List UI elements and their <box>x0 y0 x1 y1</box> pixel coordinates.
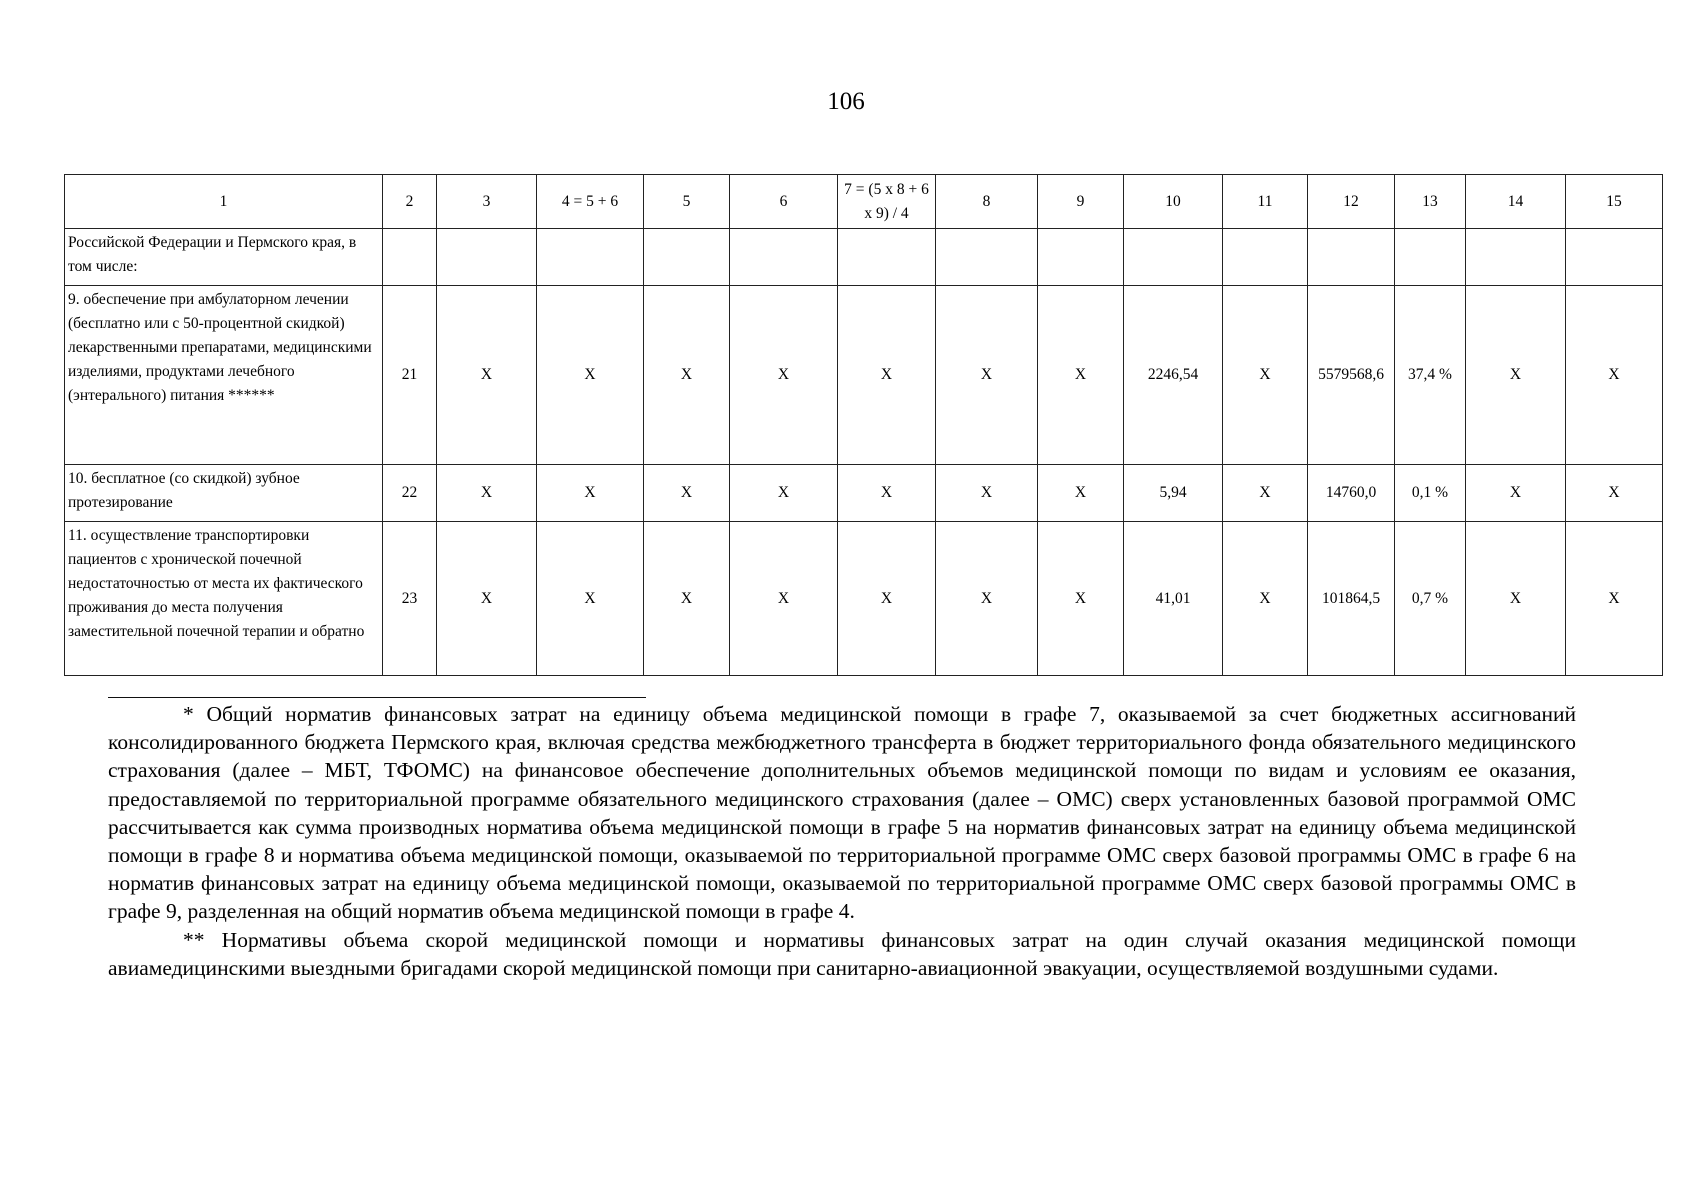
table-cell: X <box>1566 465 1663 522</box>
table-cell: 23 <box>383 522 437 676</box>
table-cell: 101864,5 <box>1308 522 1395 676</box>
table-cell: X <box>644 522 730 676</box>
table-cell: X <box>730 286 838 465</box>
header-cell: 1 <box>65 175 383 229</box>
table-cell: 5,94 <box>1124 465 1223 522</box>
table-cell <box>644 229 730 286</box>
header-cell: 10 <box>1124 175 1223 229</box>
header-cell: 7 = (5 x 8 + 6 x 9) / 4 <box>838 175 936 229</box>
table-cell <box>730 229 838 286</box>
table-cell: X <box>644 465 730 522</box>
header-cell: 5 <box>644 175 730 229</box>
table-cell: 2246,54 <box>1124 286 1223 465</box>
table-cell: X <box>1566 522 1663 676</box>
table-cell: X <box>537 465 644 522</box>
table-cell: X <box>537 522 644 676</box>
header-cell: 12 <box>1308 175 1395 229</box>
table-cell: 0,1 % <box>1395 465 1466 522</box>
table-cell: X <box>838 465 936 522</box>
table-cell: 41,01 <box>1124 522 1223 676</box>
header-cell: 3 <box>437 175 537 229</box>
header-cell: 8 <box>936 175 1038 229</box>
header-cell: 9 <box>1038 175 1124 229</box>
table-cell <box>1395 229 1466 286</box>
table-cell: X <box>437 522 537 676</box>
table-cell: X <box>1223 286 1308 465</box>
table-cell: X <box>644 286 730 465</box>
footnote-divider <box>108 697 646 698</box>
table-cell: X <box>1466 522 1566 676</box>
table-cell: X <box>838 522 936 676</box>
table-row <box>65 229 1663 286</box>
table-cell: X <box>1038 522 1124 676</box>
footnotes <box>108 700 1576 982</box>
table-cell: X <box>1566 286 1663 465</box>
table-row <box>65 522 1663 676</box>
table-cell: X <box>1466 286 1566 465</box>
header-cell: 2 <box>383 175 437 229</box>
header-cell: 4 = 5 + 6 <box>537 175 644 229</box>
table-cell: X <box>1038 286 1124 465</box>
header-cell: 13 <box>1395 175 1466 229</box>
row-label: Российской Федерации и Пермского края, в том числе: <box>65 229 383 286</box>
table-cell <box>1038 229 1124 286</box>
table-row <box>65 465 1663 522</box>
table-cell <box>1566 229 1663 286</box>
header-cell: 11 <box>1223 175 1308 229</box>
table-cell: X <box>838 286 936 465</box>
table-cell <box>1308 229 1395 286</box>
table-header-row <box>65 175 1663 229</box>
table-cell: X <box>936 522 1038 676</box>
table-cell: X <box>1223 522 1308 676</box>
row-label: 10. бесплатное (со скидкой) зубное протезирование <box>65 465 383 522</box>
table-cell: 22 <box>383 465 437 522</box>
table-cell: X <box>730 522 838 676</box>
table-cell <box>936 229 1038 286</box>
table-cell: X <box>1223 465 1308 522</box>
table-cell: X <box>936 465 1038 522</box>
table-cell: 14760,0 <box>1308 465 1395 522</box>
table-cell <box>1124 229 1223 286</box>
data-table <box>64 174 1663 676</box>
table-cell: 5579568,6 <box>1308 286 1395 465</box>
table-cell: X <box>730 465 838 522</box>
table-cell: X <box>1466 465 1566 522</box>
table-cell: X <box>1038 465 1124 522</box>
table-cell: 21 <box>383 286 437 465</box>
table-cell: X <box>537 286 644 465</box>
row-label: 11. осуществление транспортировки пациентов с хронической почечной недостаточностью от места их фактического проживания до места получения заместительной почечной терапии и обратно <box>65 522 383 676</box>
table-cell <box>1466 229 1566 286</box>
table-cell: 0,7 % <box>1395 522 1466 676</box>
table-cell: X <box>936 286 1038 465</box>
header-cell: 15 <box>1566 175 1663 229</box>
header-cell: 14 <box>1466 175 1566 229</box>
table-row <box>65 286 1663 465</box>
footnote-1: * Общий норматив финансовых затрат на единицу объема медицинской помощи в графе 7, оказываемой за счет бюджетных ассигнований консолидированного бюджета Пермского края, включая средства межбюджетного трансферта в бюджет территориального фонда обязательного медицинского страхования (далее – МБТ, ТФОМС) на финансовое обеспечение дополнительных объемов медицинской помощи по видам и условиям ее оказания, предоставляемой по территориальной программе обязательного медицинского страхования (далее – ОМС) сверх установленных базовой программой ОМС рассчитывается как сумма производных норматива объема медицинской помощи в графе 5 на норматив финансовых затрат на единицу объема медицинской помощи в графе 8 и норматива объема медицинской помощи, оказываемой по территориальной программе ОМС сверх базовой программы ОМС в графе 6 на норматив финансовых затрат на единицу объема медицинской помощи, оказываемой по территориальной программе ОМС сверх базовой программы ОМС в графе 9, разделенная на общий норматив объема медицинской помощи в графе 4. <box>108 702 1576 924</box>
footnote-2: ** Нормативы объема скорой медицинской помощи и нормативы финансовых затрат на один случай оказания медицинской помощи авиамедицинскими выездными бригадами скорой медицинской помощи при санитарно-авиационной эвакуации, осуществляемой воздушными судами. <box>108 927 1576 980</box>
table-cell <box>1223 229 1308 286</box>
table-cell: X <box>437 286 537 465</box>
table-cell: X <box>437 465 537 522</box>
header-cell: 6 <box>730 175 838 229</box>
table-cell <box>383 229 437 286</box>
table-cell <box>437 229 537 286</box>
table-cell <box>537 229 644 286</box>
page-number: 106 <box>827 88 865 115</box>
table-cell: 37,4 % <box>1395 286 1466 465</box>
row-label: 9. обеспечение при амбулаторном лечении (бесплатно или с 50-процентной скидкой) лекарственными препаратами, медицинскими изделиями, продуктами лечебного (энтерального) питания ****** <box>65 286 383 465</box>
table-cell <box>838 229 936 286</box>
